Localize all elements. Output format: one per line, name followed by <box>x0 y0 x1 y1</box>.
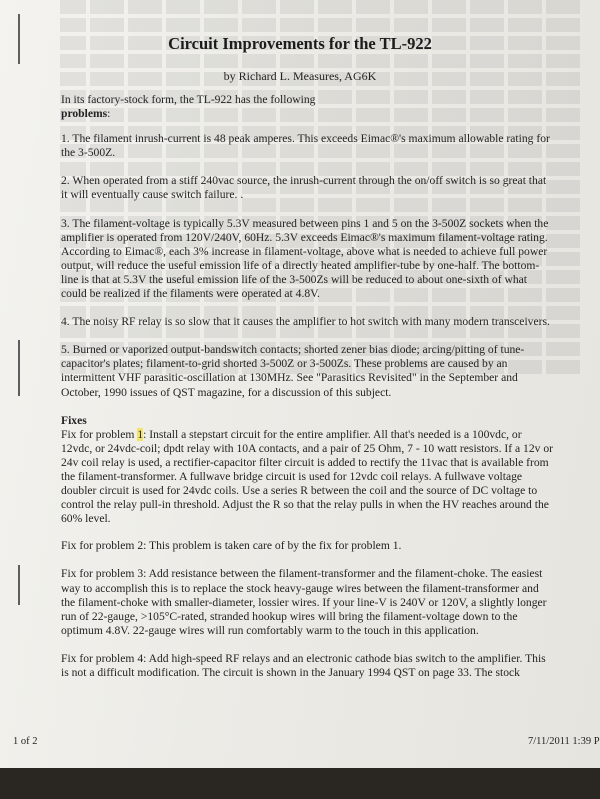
author-byline: by Richard L. Measures, AG6K <box>223 69 377 83</box>
margin-pen-mark <box>18 340 20 396</box>
problem-item-1: 1. The filament inrush-current is 48 peak amperes. This exceeds Eimac®'s maximum allowable rating for the 3-500Z. <box>61 132 550 160</box>
document-title: Circuit Improvements for the TL-922 <box>168 34 432 53</box>
problems-heading-colon: : <box>107 107 111 121</box>
problem-item-5: 5. Burned or vaporized output-bandswitch contacts; shorted zener bias diode; arcing/pitting of tune-capacitor's plates; filament-to-grid shorted 3-500Z or 3-500Zs. These problems are caused by an intermittent VHF parasitic-oscillation at 130MHz. See "Parasitics Revisited" in the September and October, 1990 issues of QST magazine, for a discussion of this subject. <box>61 343 525 399</box>
fix-1-text: : Install a stepstart circuit for the entire amplifier. All that's needed is a 100vdc, or 12vdc, or 24vdc-coil; dpdt relay with 10A contacts, and a pair of 25 Ohm, 7 - 10 watt resistors. If a 12v or 24v coil relay is used, a rectifier-capacitor filter circuit is added to rectify the 11vac that is available from the filament-transformer. A fullwave bridge circuit is used for 12vdc coil relays. A fullwave voltage doubler circuit is used for 24vdc coils. Use a series R between the coil and the source of DC voltage to control the relay pull-in threshold. Adjust the R so that the relay pulls in when the HV reaches around the 60% level. <box>61 427 553 526</box>
intro-paragraph <box>61 93 553 121</box>
fixes-heading: Fixes <box>61 413 87 427</box>
problem-item-3: 3. The filament-voltage is typically 5.3V measured between pins 1 and 5 on the 3-500Z sockets when the amplifier is operated from 120V/240V, 60Hz. 5.3V exceeds Eimac®'s maximum filament-voltage rating. According to Eimac®, each 3% increase in filament-voltage, above what is needed to achieve full power output, will reduce the useful emission life of a directly heated amplifier-tube by one-half. The bottom-line is that at 5.3V the useful emission life of the 3-500Zs will be reduced to about one-sixth of what could be realized if the filaments were operated at 4.8V. <box>61 216 549 301</box>
problems-heading: problems <box>61 107 108 121</box>
fix-item-2: Fix for problem 2: This problem is taken care of by the fix for problem 1. <box>61 539 402 553</box>
highlighted-number: 1 <box>137 427 144 441</box>
problem-item-4: 4. The noisy RF relay is so slow that it causes the amplifier to hot switch with many modern transceivers. <box>61 315 550 329</box>
fix-1-prefix: Fix for problem <box>61 427 138 441</box>
fix-item-4: Fix for problem 4: Add high-speed RF relays and an electronic cathode bias switch to the amplifier. This is not a difficult modification. The circuit is shown in the January 1994 QST on page 33. The stock <box>61 651 546 679</box>
intro-text: In its factory-stock form, the TL-922 has the following <box>61 93 316 106</box>
problem-item-2: 2. When operated from a stiff 240vac source, the inrush-current through the on/off switch is so great that it will eventually cause switch failure. . <box>61 174 547 202</box>
print-timestamp: 7/11/2011 1:39 P <box>528 736 600 747</box>
page-number: 1 of 2 <box>13 736 38 747</box>
margin-pen-mark <box>18 565 20 605</box>
fix-item-3: Fix for problem 3: Add resistance between the filament-transformer and the filament-choke. The easiest way to accomplish this is to replace the stock heavy-gauge wires between the filament-transformer and the filament-choke with smaller-diameter, lossier wires. If your line-V is 240V or 120V, a slightly longer run of 22-gauge, >105°C-rated, stranded hookup wires will bring the filament-voltage down to the optimum 4.8V. 22-gauge wires will run comfortably warm to the touch in this application. <box>61 567 547 637</box>
document-body <box>61 93 553 694</box>
fix-item-1 <box>61 414 553 527</box>
